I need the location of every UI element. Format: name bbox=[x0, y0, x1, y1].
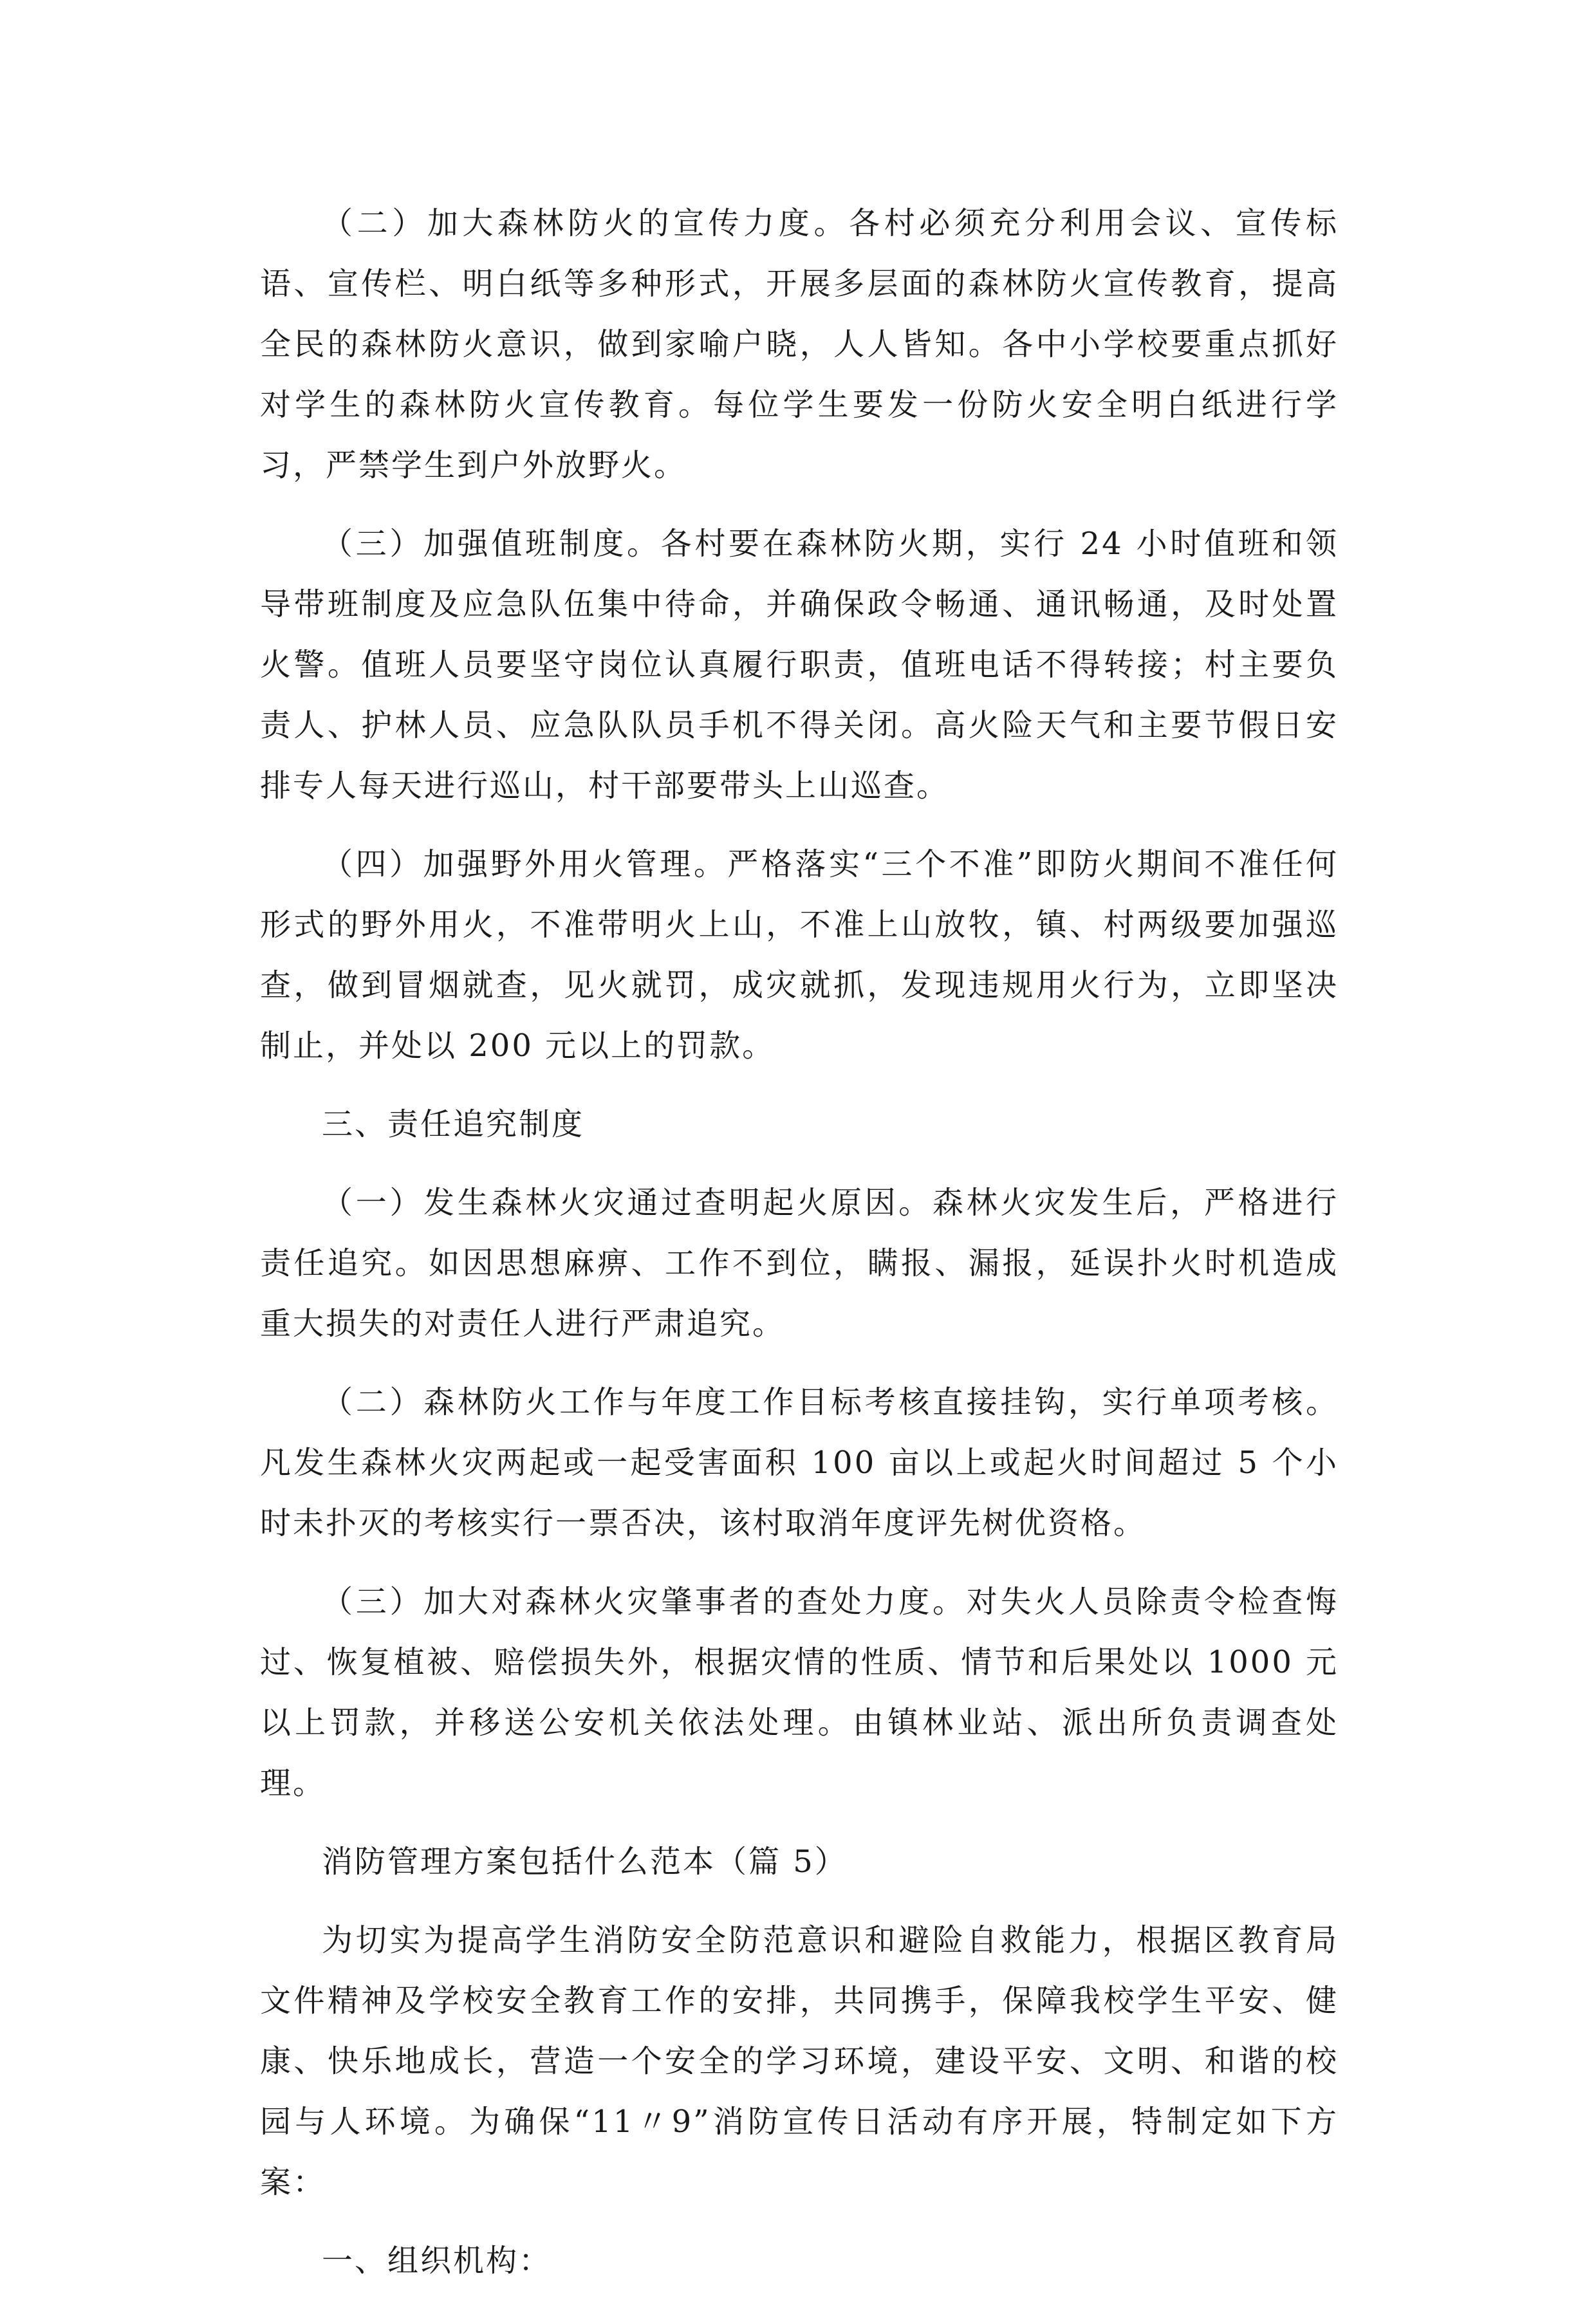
paragraph-duty-system: （三）加强值班制度。各村要在森林防火期，实行 24 小时值班和领导带班制度及应急队伍集中待命，并确保政令畅通、通讯畅通，及时处置火警。值班人员要坚守岗位认真履行职责，值班电话不得转接；村主要负责人、护林人员、应急队队员手机不得关闭。高火险天气和主要节假日安排专人每天进行巡山，村干部要带头上山巡查。 bbox=[260, 526, 1339, 804]
paragraph-penalty: （三）加大对森林火灾肇事者的查处力度。对失火人员除责令检查悔过、恢复植被、赔偿损失外，根据灾情的性质、情节和后果处以 1000 元以上罚款，并移送公安机关依法处理。由镇林业站、派出所负责调查处理。 bbox=[260, 1584, 1339, 1801]
document-body bbox=[260, 193, 1339, 2309]
section-heading-part-5: 消防管理方案包括什么范本（篇 5） bbox=[322, 1844, 848, 1880]
section-heading-organization: 一、组织机构： bbox=[322, 2243, 552, 2279]
section-heading-accountability: 三、责任追究制度 bbox=[322, 1106, 585, 1142]
paragraph-school-plan: 为切实为提高学生消防安全防范意识和避险自救能力，根据区教育局文件精神及学校安全教育工作的安排，共同携手，保障我校学生平安、健康、快乐地成长，营造一个安全的学习环境，建设平安、文明、和谐的校园与人环境。为确保“11〃9”消防宣传日活动有序开展，特制定如下方案： bbox=[260, 1922, 1339, 2200]
paragraph-publicity: （二）加大森林防火的宣传力度。各村必须充分利用会议、宣传标语、宣传栏、明白纸等多种形式，开展多层面的森林防火宣传教育，提高全民的森林防火意识，做到家喻户晓，人人皆知。各中小学校要重点抓好对学生的森林防火宣传教育。每位学生要发一份防火安全明白纸进行学习，严禁学生到户外放野火。 bbox=[260, 205, 1339, 483]
paragraph-fire-cause: （一）发生森林火灾通过查明起火原因。森林火灾发生后，严格进行责任追究。如因思想麻痹、工作不到位，瞒报、漏报，延误扑火时机造成重大损失的对责任人进行严肃追究。 bbox=[260, 1185, 1339, 1342]
paragraph-outdoor-fire: （四）加强野外用火管理。严格落实“三个不准”即防火期间不准任何形式的野外用火，不准带明火上山，不准上山放牧，镇、村两级要加强巡查，做到冒烟就查，见火就罚，成灾就抓，发现违规用火行为，立即坚决制止，并处以 200 元以上的罚款。 bbox=[260, 846, 1339, 1064]
paragraph-assessment: （二）森林防火工作与年度工作目标考核直接挂钩，实行单项考核。凡发生森林火灾两起或一起受害面积 100 亩以上或起火时间超过 5 个小时未扑灭的考核实行一票否决，该村取消年度评先树优资格。 bbox=[260, 1384, 1339, 1541]
